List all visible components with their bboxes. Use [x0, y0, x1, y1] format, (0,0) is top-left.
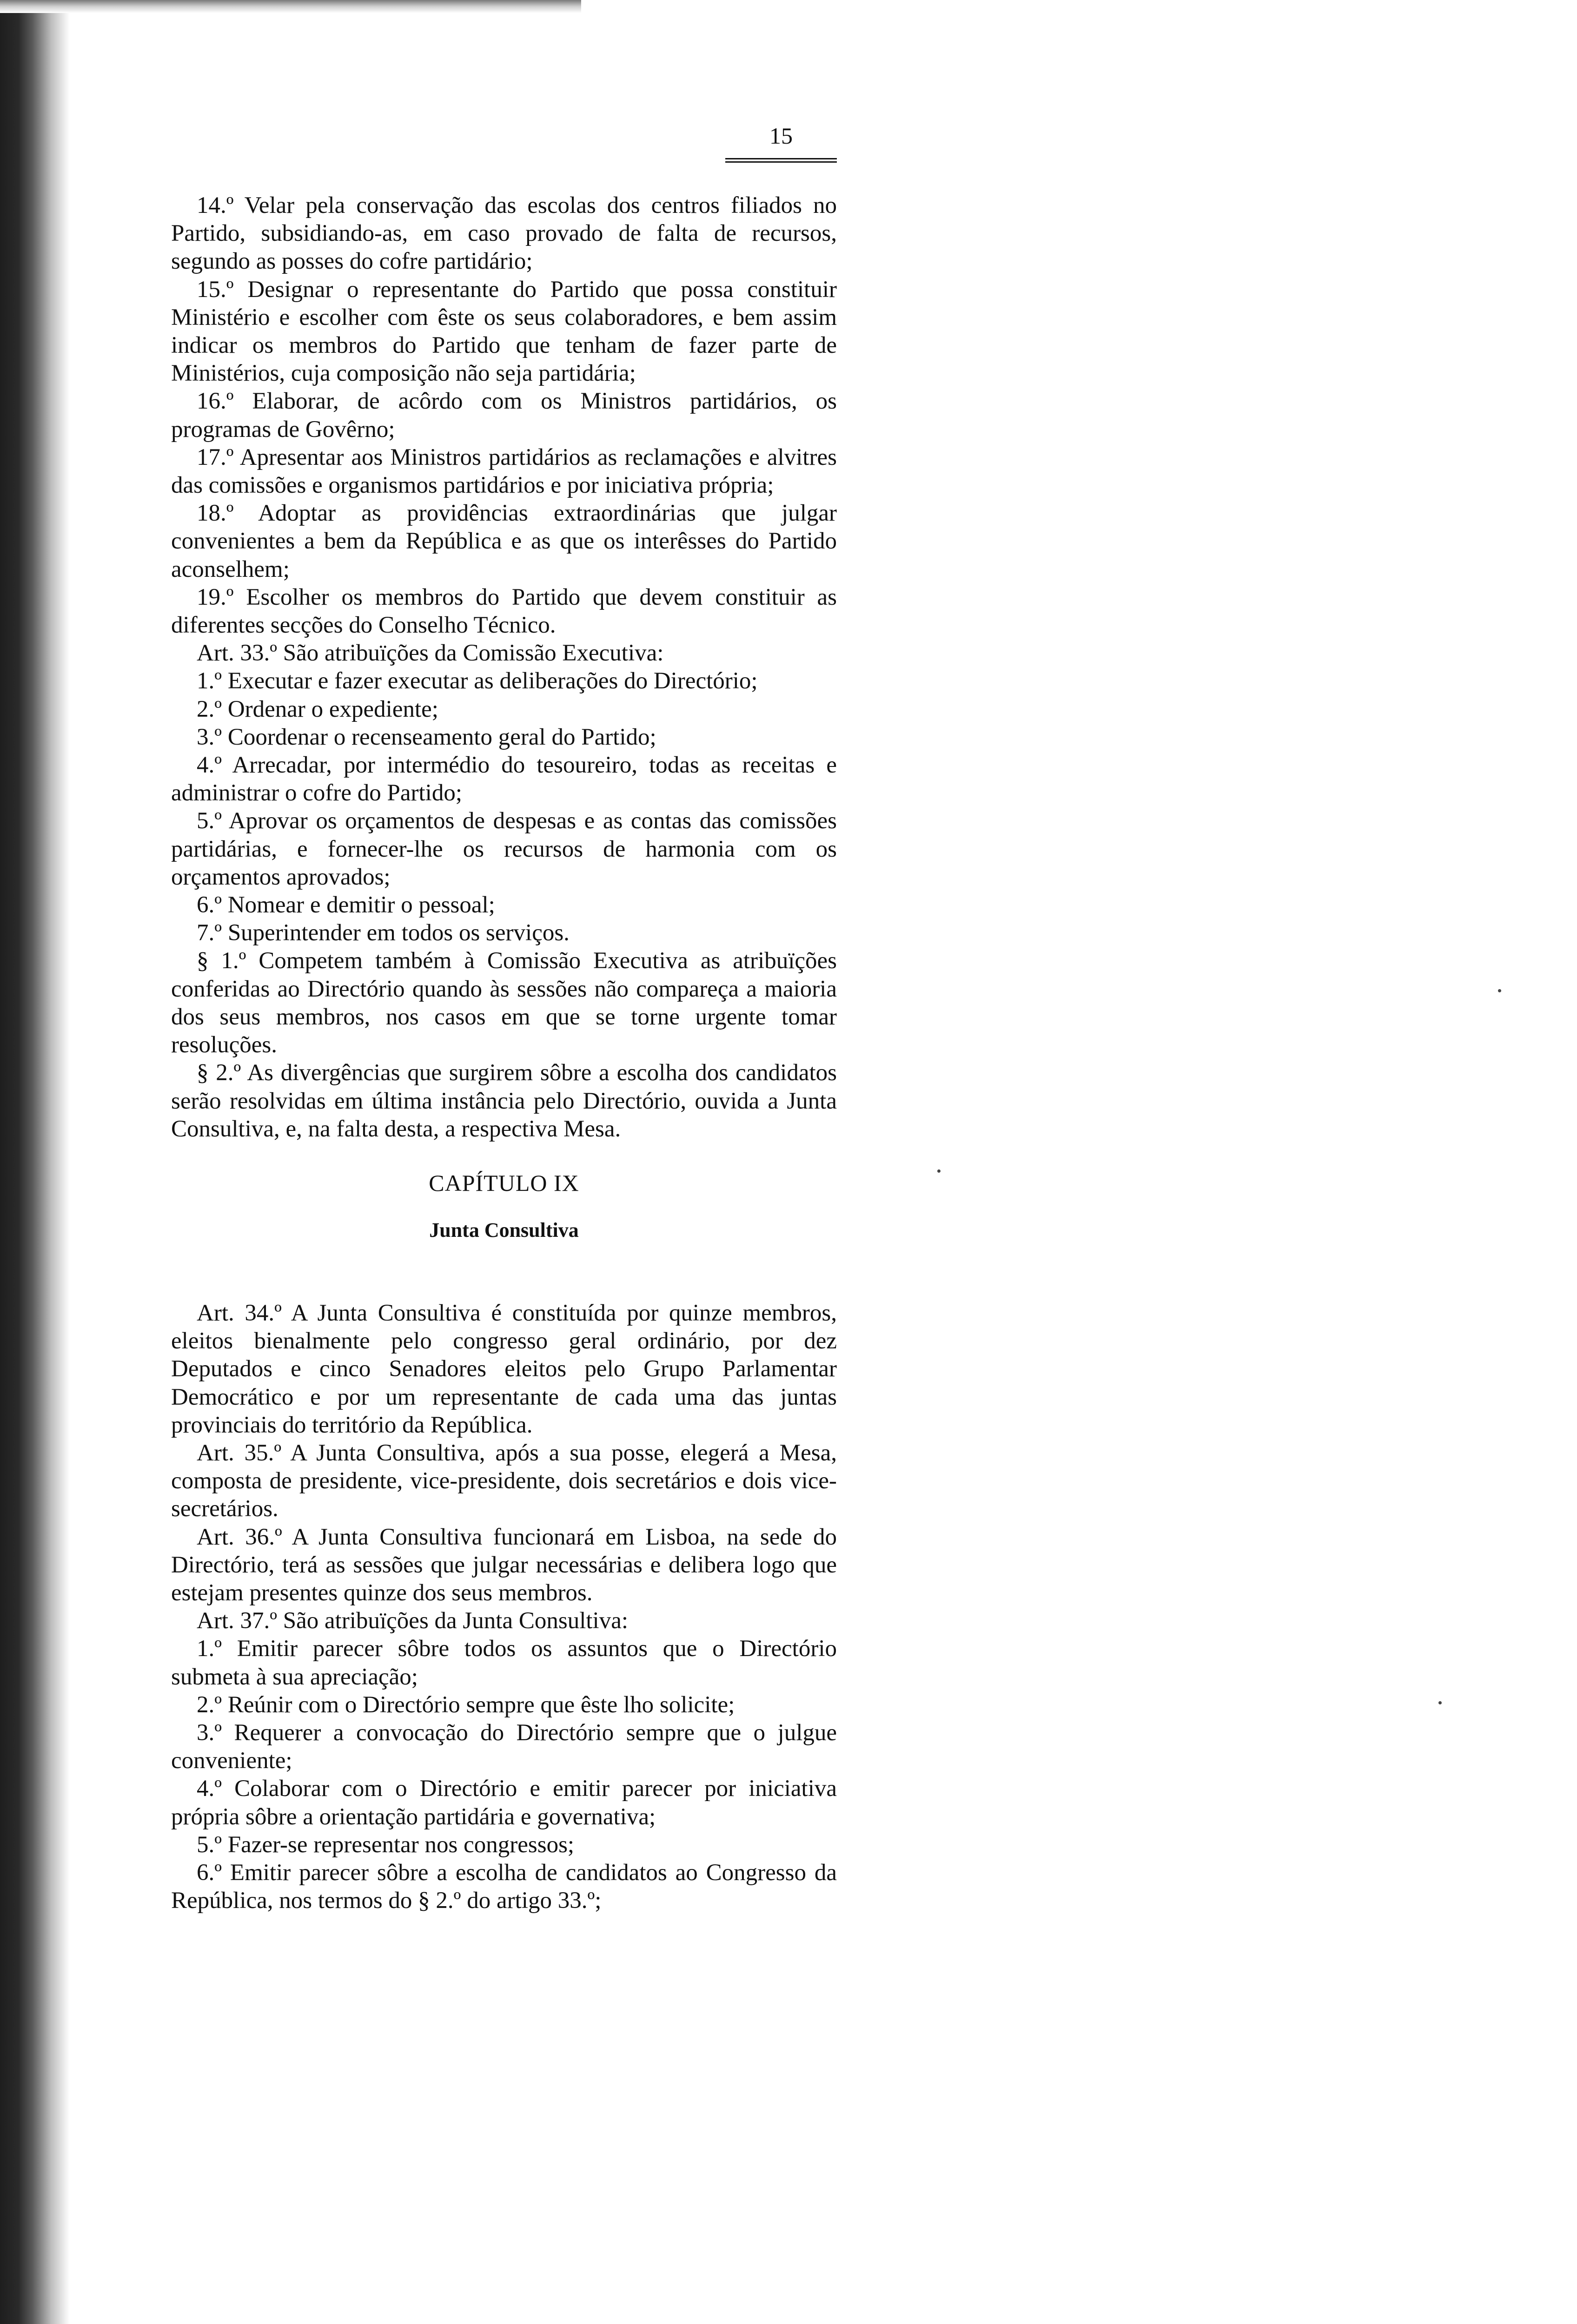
- speck: [1438, 1701, 1442, 1704]
- paragraph: 4.º Arrecadar, por intermédio do tesoureiro, todas as receitas e administrar o cofre do Partido;: [171, 752, 837, 806]
- page-number: 15: [769, 123, 793, 149]
- paragraph: 2.º Reúnir com o Directório sempre que êste lho solicite;: [197, 1691, 735, 1718]
- paragraph: 5.º Aprovar os orçamentos de despesas e as contas das comissões partidárias, e fornecer-lhe os recursos de harmonia com os orçamentos aprovados;: [171, 808, 837, 890]
- paragraph: 3.º Requerer a convocação do Directório sempre que o julgue conveniente;: [171, 1719, 837, 1774]
- speck: [1498, 989, 1501, 992]
- chapter-title: CAPÍTULO IX: [429, 1169, 579, 1196]
- paragraph: Art. 35.º A Junta Consultiva, após a sua posse, elegerá a Mesa, composta de presidente, vice-presidente, dois secretários e dois vice-secretários.: [171, 1439, 837, 1522]
- article-heading: Art. 37.º São atribuïções da Junta Consultiva:: [197, 1608, 629, 1634]
- paragraph: Art. 34.º A Junta Consultiva é constituída por quinze membros, eleitos bienalmente pelo congresso geral ordinário, por dez Deputados e cinco Senadores eleitos pelo Grupo Parlamentar Democrático e por um representante de cada uma das juntas provinciais do território da República.: [171, 1300, 837, 1438]
- chapter-subtitle: Junta Consultiva: [429, 1218, 579, 1241]
- paragraph: 5.º Fazer-se representar nos congressos;: [197, 1831, 575, 1858]
- paragraph: 19.º Escolher os membros do Partido que devem constituir as diferentes secções do Conselho Técnico.: [171, 584, 837, 639]
- paragraph: 14.º Velar pela conservação das escolas dos centros filiados no Partido, subsidiando-as, em caso provado de falta de recursos, segundo as posses do cofre partidário;: [171, 192, 837, 275]
- page-number-rule: [725, 158, 837, 163]
- paragraph: 3.º Coordenar o recenseamento geral do Partido;: [197, 724, 656, 750]
- speck: [937, 1169, 941, 1173]
- paragraph: 18.º Adoptar as providências extraordinárias que julgar convenientes a bem da República e as que os interêsses do Partido aconselhem;: [171, 500, 837, 582]
- paragraph: 4.º Colaborar com o Directório e emitir parecer por iniciativa própria sôbre a orientação partidária e governativa;: [171, 1776, 837, 1830]
- paragraph: 1.º Emitir parecer sôbre todos os assuntos que o Directório submeta à sua apreciação;: [171, 1636, 837, 1690]
- scan-top-edge: [0, 0, 581, 13]
- scan-left-gutter: [0, 0, 70, 2324]
- paragraph: 6.º Emitir parecer sôbre a escolha de candidatos ao Congresso da República, nos termos do § 2.º do artigo 33.º;: [171, 1859, 837, 1914]
- paragraph: 16.º Elaborar, de acôrdo com os Ministros partidários, os programas de Govêrno;: [171, 388, 837, 442]
- text-column: [171, 191, 837, 1915]
- section-paragraph: § 1.º Competem também à Comissão Executiva as atribuïções conferidas ao Directório quando às sessões não compareça a maioria dos seus membros, nos casos em que se torne urgente tomar resoluções.: [171, 948, 837, 1058]
- paragraph: 6.º Nomear e demitir o pessoal;: [197, 892, 495, 918]
- paragraph: Art. 36.º A Junta Consultiva funcionará em Lisboa, na sede do Directório, terá as sessões que julgar necessárias e delibera logo que estejam presentes quinze dos seus membros.: [171, 1524, 837, 1606]
- paragraph: 7.º Superintender em todos os serviços.: [197, 920, 570, 946]
- paragraph: 2.º Ordenar o expediente;: [197, 696, 438, 722]
- paragraph: 15.º Designar o representante do Partido que possa constituir Ministério e escolher com êste os seus colaboradores, e bem assim indicar os membros do Partido que tenham de fazer parte de Ministérios, cuja composição não seja partidária;: [171, 276, 837, 387]
- paragraph: 1.º Executar e fazer executar as deliberações do Directório;: [197, 668, 758, 694]
- paragraph: 17.º Apresentar aos Ministros partidários as reclamações e alvitres das comissões e organismos partidários e por iniciativa própria;: [171, 444, 837, 499]
- article-heading: Art. 33.º São atribuïções da Comissão Executiva:: [197, 640, 664, 667]
- section-paragraph: § 2.º As divergências que surgirem sôbre a escolha dos candidatos serão resolvidas em última instância pelo Directório, ouvida a Junta Consultiva, e, na falta desta, a respectiva Mesa.: [171, 1060, 837, 1142]
